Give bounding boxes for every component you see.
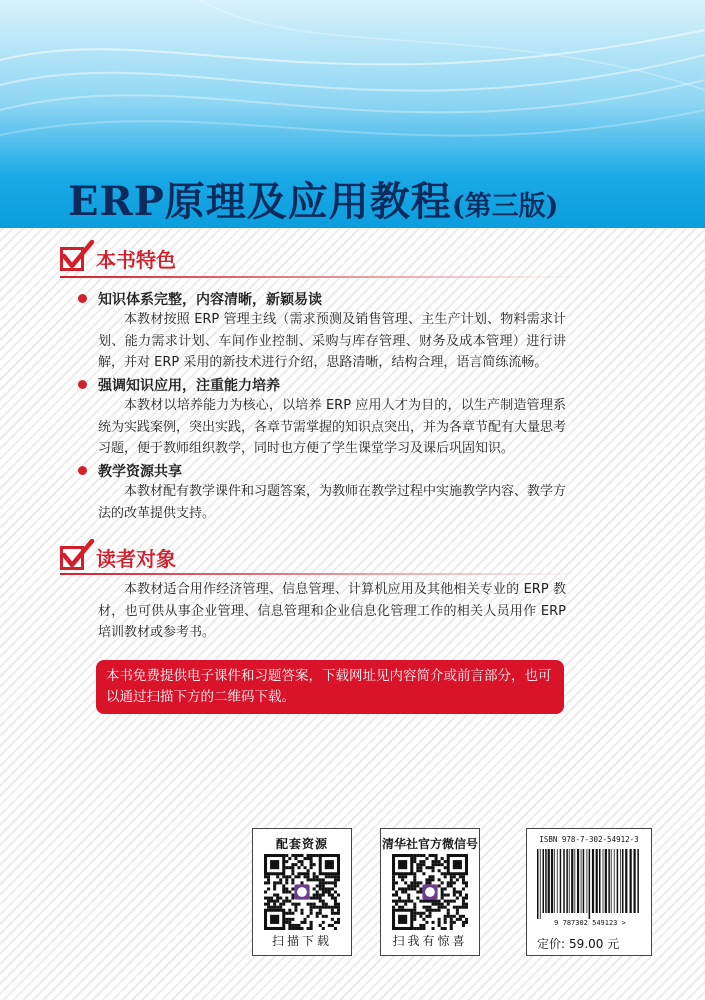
feature-text-3: 本教材配有教学课件和习题答案，为教师在教学过程中实施教学内容、教学方法的改革提供支持。 — [98, 484, 567, 521]
qr-code-icon[interactable] — [264, 854, 340, 930]
qr-code-icon[interactable] — [392, 854, 468, 930]
readers-heading-label: 读者对象 — [96, 547, 176, 571]
feature-title-3: 教学资源共享 — [98, 461, 182, 481]
price-value: 59.00 元 — [569, 937, 620, 951]
download-notice — [96, 660, 564, 714]
features-heading — [60, 244, 176, 273]
feature-title-1: 知识体系完整，内容清晰，新颖易读 — [98, 289, 322, 309]
book-title-main: ERP原理及应用教程 — [68, 178, 452, 225]
readers-text: 本教材适合用作经济管理、信息管理、计算机应用及其他相关专业的 ERP 教材，也可供从事企业管理、信息管理和企业信息化管理工作的相关人员用作 ERP 培训教材或参考书。 — [98, 582, 566, 640]
qr-card-top-label: 配套资源 — [275, 837, 328, 851]
features-heading-label: 本书特色 — [96, 248, 176, 272]
checkmark-icon — [60, 546, 84, 570]
isbn-box — [526, 828, 652, 956]
section-divider — [60, 276, 580, 278]
price — [537, 935, 619, 952]
book-title — [68, 170, 559, 225]
feature-title-2: 强调知识应用，注重能力培养 — [98, 375, 280, 395]
price-label: 定价: — [537, 937, 566, 951]
qr-card-resources — [252, 828, 352, 956]
readers-heading — [60, 543, 176, 572]
qr-card-wechat — [380, 828, 480, 956]
book-title-edition: (第三版) — [451, 191, 559, 222]
feature-text-1: 本教材按照 ERP 管理主线（需求预测及销售管理、主生产计划、物料需求计划、能力需求计划、车间作业控制、采购与库存管理、财务及成本管理）进行讲解，并对 ERP 采用的新技术进行介绍，思路清晰，结构合理，语言简练流畅。 — [98, 312, 566, 370]
qr-card-top-label: 清华社官方微信号 — [381, 837, 478, 851]
isbn-label: ISBN 978-7-302-54912-3 — [539, 835, 639, 844]
download-notice-text: 本书免费提供电子课件和习题答案，下载网址见内容简介或前言部分，也可以通过扫描下方的二维码下载。 — [106, 668, 552, 705]
feature-text-2: 本教材以培养能力为核心，以培养 ERP 应用人才为目的，以生产制造管理系统为实践案例，突出实践，各章节需掌握的知识点突出，并为各章节配有大量思考习题，便于教师组织教学，同时也方便了学生课堂学习及课后巩固知识。 — [98, 398, 567, 456]
header-band — [0, 0, 705, 228]
qr-card-bottom-label: 扫我有惊喜 — [392, 934, 468, 948]
barcode-digits: 9 787302 549123 > — [554, 919, 626, 927]
barcode-icon — [535, 849, 645, 919]
qr-card-bottom-label: 扫描下载 — [271, 934, 332, 948]
checkmark-icon — [60, 247, 84, 271]
section-divider — [60, 573, 580, 575]
